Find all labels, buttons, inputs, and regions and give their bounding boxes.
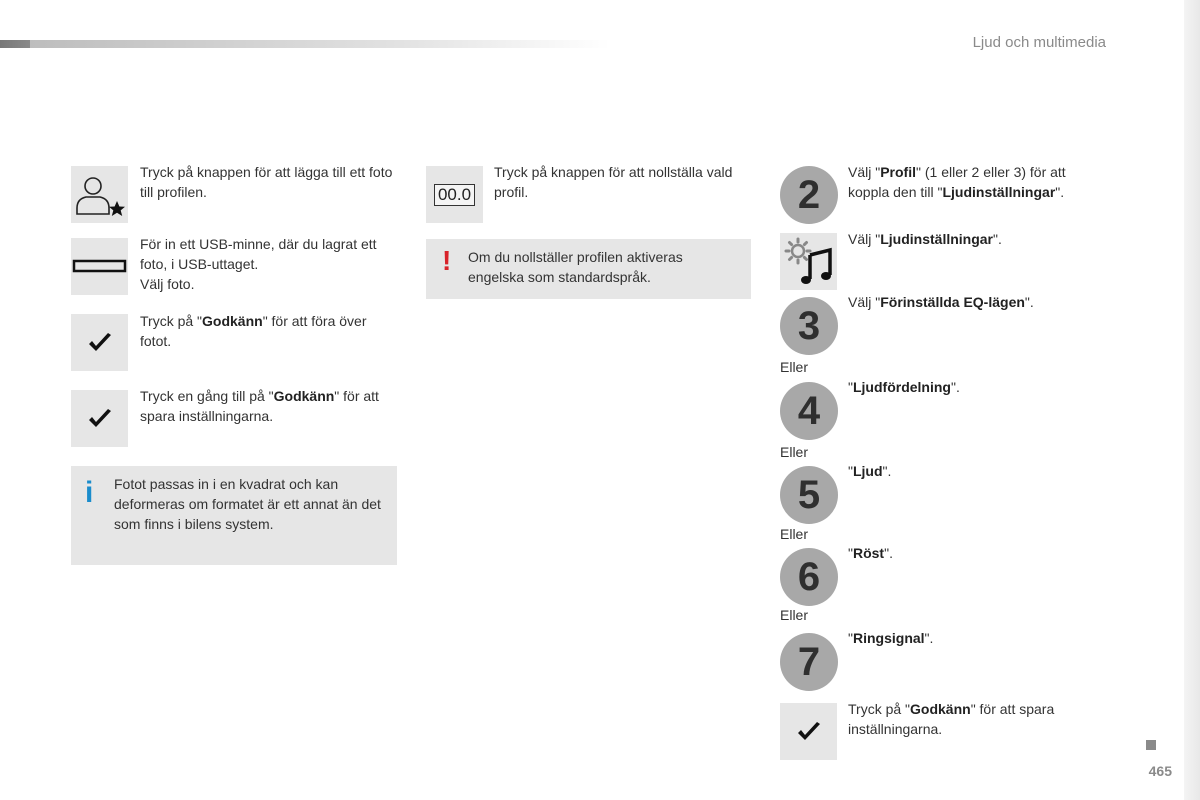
text-part: " <box>848 545 853 561</box>
text-part: Tryck på " <box>848 701 911 717</box>
section-title: Ljud och multimedia <box>972 34 1106 51</box>
confirm-save-text <box>140 386 398 426</box>
profile-star-icon <box>71 166 128 223</box>
menu-label: Ljudinställningar <box>942 184 1056 200</box>
text-part: " <box>848 463 853 479</box>
text-part: " (1 eller 2 eller 3) för att koppla den till " <box>848 164 1066 200</box>
menu-label: Ljudfördelning <box>852 379 951 395</box>
text-part: Välj " <box>848 231 881 247</box>
step-6-text <box>848 543 1098 563</box>
text-part: " <box>848 630 853 646</box>
checkmark-icon <box>780 703 837 760</box>
usb-instruction <box>140 234 390 294</box>
text-part: ". <box>950 379 960 395</box>
checkmark-icon <box>71 314 128 371</box>
reset-profile-text: Tryck på knappen för att nollställa vald profil. <box>494 164 733 200</box>
text-part: Välj " <box>848 164 881 180</box>
menu-label: Röst <box>852 545 885 561</box>
page-marker <box>1146 740 1156 750</box>
text-part: ". <box>1055 184 1065 200</box>
warning-text: Om du nollställer profilen aktiveras engelska som standardspråk. <box>468 249 683 285</box>
step-3-text <box>848 292 1098 312</box>
text-part: Tryck en gång till på " <box>140 388 274 404</box>
page-number: 465 <box>1148 763 1172 779</box>
info-text: Fotot passas in i en kvadrat och kan deformeras om formatet är ett annat än det som finns i bilens system. <box>114 476 381 532</box>
gear-music-icon <box>780 233 837 290</box>
or-label: Eller <box>780 444 809 460</box>
or-label: Eller <box>780 607 809 623</box>
text-part: ". <box>882 463 892 479</box>
text-part: " för att föra över fotot. <box>140 313 367 349</box>
usb-slot-icon <box>71 238 128 295</box>
step-number-7: 7 <box>780 633 838 691</box>
usb-text-line2: Välj foto. <box>140 276 195 292</box>
text-part: ". <box>1024 294 1034 310</box>
header-gradient-bar <box>0 40 610 48</box>
text-part: ". <box>924 630 934 646</box>
or-label: Eller <box>780 359 809 375</box>
menu-label: Profil <box>880 164 916 180</box>
usb-text-line1: För in ett USB-minne, där du lagrat ett foto, i USB-uttaget. <box>140 236 377 272</box>
text-part: Tryck på " <box>140 313 203 329</box>
menu-label: Ljudinställningar <box>880 231 993 247</box>
step-number-5: 5 <box>780 466 838 524</box>
exclamation-icon: ! <box>442 245 452 276</box>
text-part: " för att spara inställningarna. <box>848 701 1055 737</box>
step-number-4: 4 <box>780 382 838 440</box>
step-2-text <box>848 162 1098 202</box>
text-part: ". <box>884 545 893 561</box>
add-photo-text: Tryck på knappen för att lägga till ett foto till profilen. <box>140 164 393 200</box>
warning-note <box>426 239 751 299</box>
info-icon: i <box>85 476 94 509</box>
menu-label: Förinställda EQ-lägen <box>880 294 1025 310</box>
final-confirm-text <box>848 699 1098 739</box>
lcd-display-icon <box>426 166 483 223</box>
select-audio-settings-text <box>848 229 1098 249</box>
confirm-label: Godkänn <box>910 701 971 717</box>
step-5-text <box>848 461 1098 481</box>
confirm-transfer-text <box>140 311 398 351</box>
lcd-label: 00.0 <box>434 184 475 206</box>
step-number-6: 6 <box>780 548 838 606</box>
info-note <box>71 466 397 565</box>
menu-label: Ringsignal <box>852 630 925 646</box>
confirm-label: Godkänn <box>273 388 335 404</box>
step-number-2: 2 <box>780 166 838 224</box>
text-part: " för att spara inställningarna. <box>140 388 379 424</box>
menu-label: Ljud <box>852 463 883 479</box>
text-part: Välj " <box>848 294 881 310</box>
or-label: Eller <box>780 526 809 542</box>
step-4-text <box>848 377 1098 397</box>
text-part: " <box>848 379 853 395</box>
text-part: ". <box>993 231 1002 247</box>
page-edge <box>1184 0 1200 800</box>
step-number-3: 3 <box>780 297 838 355</box>
step-7-text <box>848 628 1098 648</box>
confirm-label: Godkänn <box>202 313 263 329</box>
checkmark-icon <box>71 390 128 447</box>
